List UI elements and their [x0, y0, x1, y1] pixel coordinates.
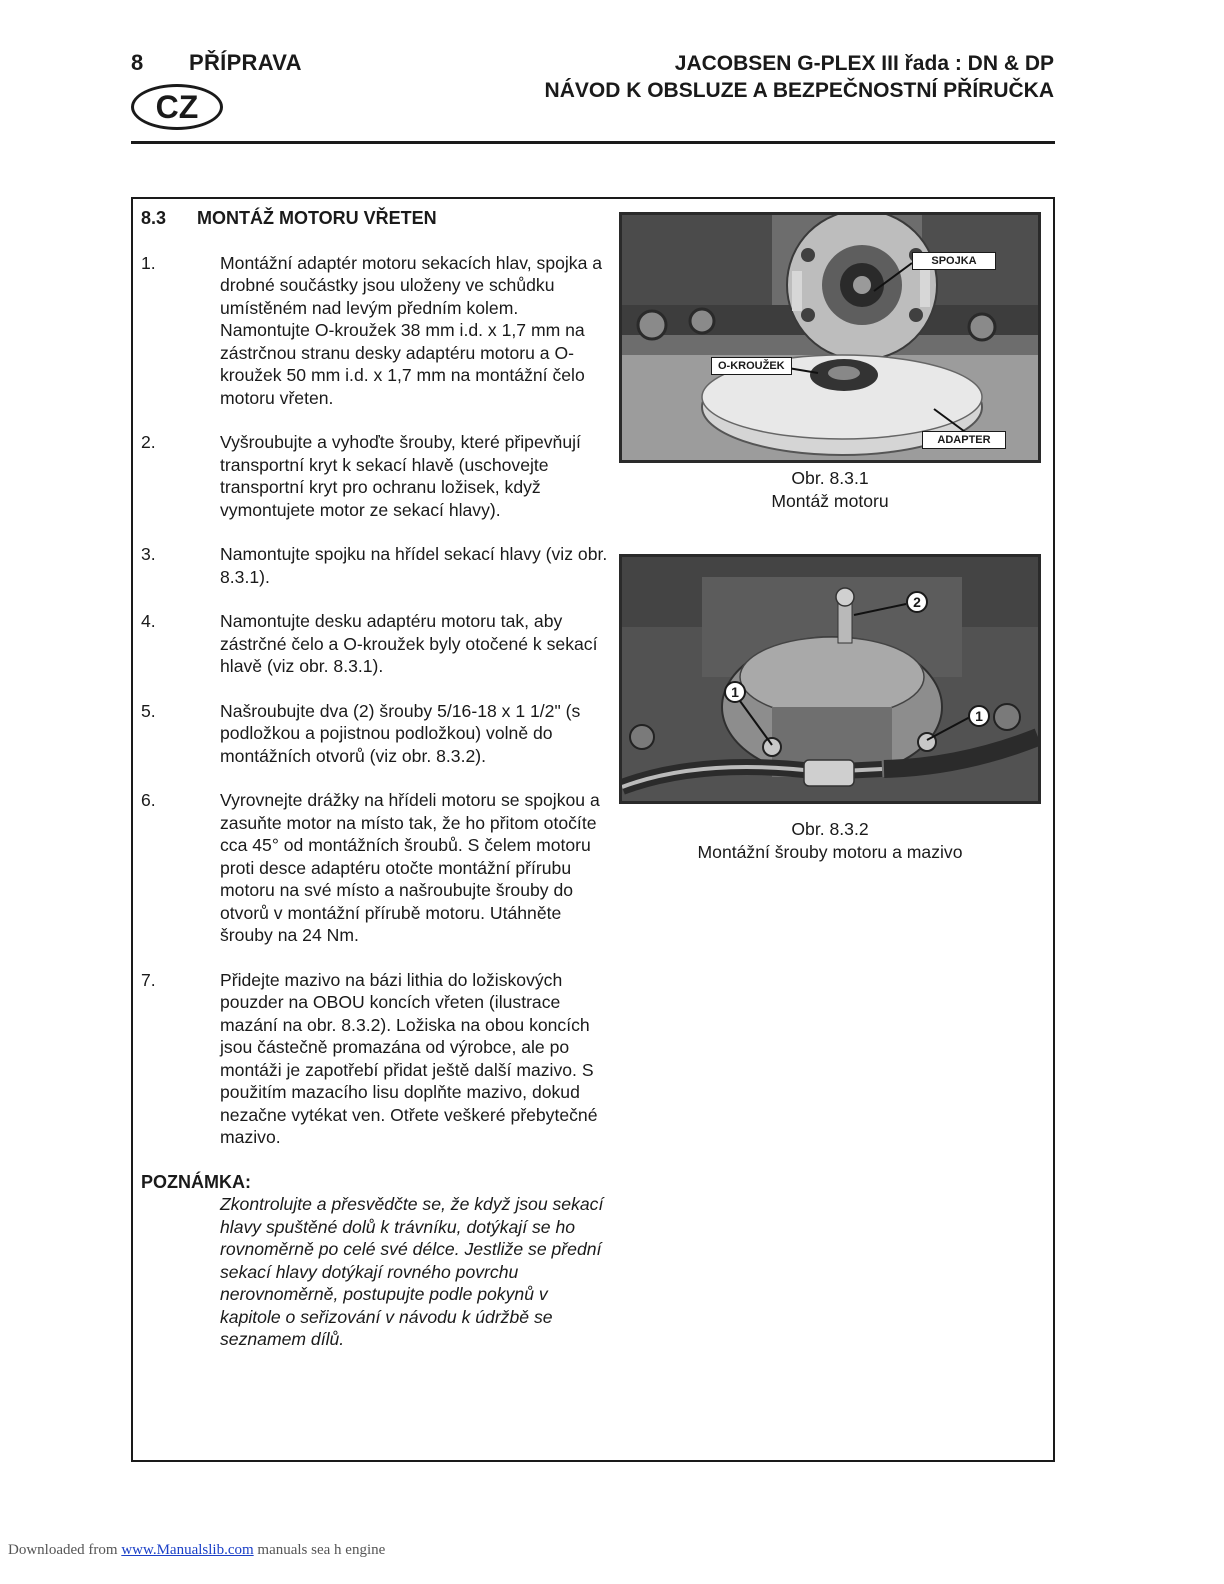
page-header-left — [131, 50, 302, 76]
step-text: Našroubujte dva (2) šrouby 5/16-18 x 1 1/2" (s podložkou a pojistnou podložkou) volně do montážních otvorů (viz obr. 8.3.2). — [220, 700, 581, 766]
step-text: Namontujte desku adaptéru motoru tak, aby zástrčné čelo a O-kroužek byly otočené k sekací hlavě (viz obr. 8.3.1). — [220, 611, 598, 676]
step-item — [141, 543, 611, 588]
manual-subtitle: NÁVOD K OBSLUZE A BEZPEČNOSTNÍ PŘÍRUČKA — [544, 79, 1054, 102]
figure2-caption — [619, 818, 1041, 863]
label-o-krouzek: O-KROUŽEK — [711, 357, 792, 375]
section-number: 8.3 — [141, 208, 167, 228]
step-item — [141, 789, 611, 947]
step-number: 1. — [141, 252, 156, 273]
note-label: POZNÁMKA: — [141, 1171, 251, 1192]
footer-suffix: manuals sea h engine — [257, 1542, 386, 1558]
mounting-bolts-illustration — [622, 557, 1038, 801]
figure2-title: Montážní šrouby motoru a mazivo — [697, 841, 963, 862]
header-divider — [131, 141, 1055, 144]
language-badge: CZ — [131, 84, 223, 130]
figure1-caption — [619, 467, 1041, 512]
step-number: 5. — [141, 700, 156, 721]
page-number: 8 — [131, 50, 144, 75]
manual-title: JACOBSEN G-PLEX III řada : DN & DP — [674, 52, 1054, 75]
figure-motor-mounting-photo — [619, 212, 1041, 463]
figure1-title: Montáž motoru — [771, 490, 889, 511]
step-text: Vyšroubujte a vyhoďte šrouby, které připevňují transportní kryt k sekací hlavě (uschovejte transportní kryt pro ochranu ložisek, když vymontujete motor ze sekací hlavy). — [220, 432, 581, 520]
marker-grease-fitting: 2 — [906, 591, 928, 613]
note-text: Zkontrolujte a přesvědčte se, že když jsou sekací hlavy spuštěné dolů k trávníku, dotýkají se ho rovnoměrně po celé své délce. Jestliže se přední sekací hlavy dotýkají rovného povrchu nerovnoměrně, postupujte podle pokynů v kapitole o seřizování v návodu k údržbě se seznamem dílů. — [220, 1194, 604, 1349]
chapter-title: PŘÍPRAVA — [189, 50, 302, 75]
page-header-right — [545, 50, 1054, 104]
step-number: 7. — [141, 969, 156, 990]
marker-bolt-right: 1 — [968, 705, 990, 727]
step-item — [141, 252, 611, 410]
step-item — [141, 610, 611, 678]
figure2-number: Obr. 8.3.2 — [791, 819, 869, 839]
step-text: Montážní adaptér motoru sekacích hlav, spojka a drobné součástky jsou uloženy ve schůdku umístěném nad levým předním kolem. Namontujte O-kroužek 38 mm i.d. x 1,7 mm na zástrčnou stranu desky adaptéru motoru a O-kroužek 50 mm i.d. x 1,7 mm na montážní čelo motoru vřeten. — [220, 252, 603, 408]
footer-prefix: Downloaded from — [8, 1542, 118, 1558]
step-item — [141, 431, 611, 521]
marker-bolt-left: 1 — [724, 681, 746, 703]
step-item — [141, 969, 611, 1149]
step-text: Vyrovnejte drážky na hřídeli motoru se spojkou a zasuňte motor na místo tak, že ho přitom otočíte cca 45° od montážních šroubů. S čelem motoru proti desce adaptéru otočte montážní přírubu motoru na své místo a našroubujte šrouby do otvorů v montážní přírubě motoru. Utáhněte šrouby na 24 Nm. — [220, 790, 600, 945]
step-number: 3. — [141, 544, 156, 564]
label-adapter: ADAPTER — [922, 431, 1006, 449]
step-item — [141, 700, 611, 768]
section-heading — [141, 207, 611, 230]
step-text: Namontujte spojku na hřídel sekací hlavy (viz obr. 8.3.1). — [220, 544, 608, 587]
section-title: MONTÁŽ MOTORU VŘETEN — [197, 208, 437, 228]
label-spojka: SPOJKA — [912, 252, 996, 270]
step-number: 2. — [141, 432, 156, 452]
step-number: 4. — [141, 611, 156, 631]
figure1-number: Obr. 8.3.1 — [791, 468, 869, 488]
step-text: Přidejte mazivo na bázi lithia do ložiskových pouzder na OBOU koncích vřeten (ilustrace mazání na obr. 8.3.2). Ložiska na obou koncích jsou částečně promazána od výrobce, ale po montáži je zapotřebí přidat ještě další mazivo. S použitím mazacího lisu doplňte mazivo, dokud nezačne vytékat ven. Otřete veškeré přebytečné mazivo. — [220, 969, 598, 1147]
download-footer — [8, 1542, 385, 1559]
figure-mounting-bolts-photo — [619, 554, 1041, 804]
instructions-column — [141, 207, 611, 1351]
step-number: 6. — [141, 790, 156, 810]
manualslib-link[interactable]: www.Manualslib.com — [121, 1542, 254, 1558]
